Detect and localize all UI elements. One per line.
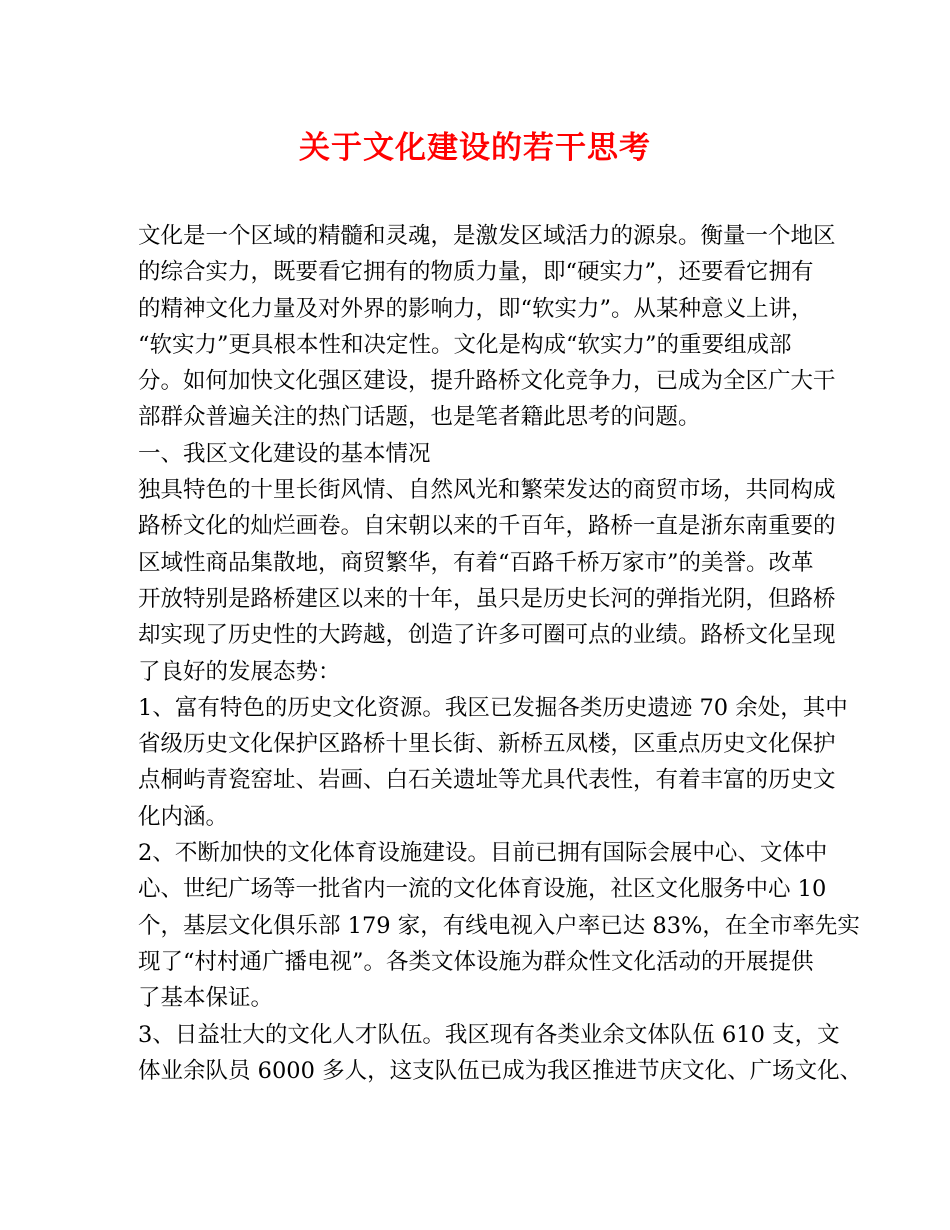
text-line: 2、不断加快的文化体育设施建设。目前已拥有国际会展中心、文体中 [138,840,828,867]
text-line: 化内涵。 [138,803,229,830]
text-line: 文化是一个区域的精髓和灵魂，是激发区域活力的源泉。衡量一个地区 [138,223,836,249]
text-line: 路桥文化的灿烂画卷。自宋朝以来的千百年，路桥一直是浙东南重要的 [138,513,836,540]
text-line: 独具特色的十里长街风情、自然风光和繁荣发达的商贸市场，共同构成 [138,477,836,504]
text-line: 个，基层文化俱乐部 179 家，有线电视入户率已达 83%，在全市率先实 [138,912,860,939]
text-line: 的精神文化力量及对外界的影响力，即“软实力”。从某种意义上讲， [138,295,814,322]
text-line: 省级历史文化保护区路桥十里长街、新桥五凤楼，区重点历史文化保护 [138,731,836,758]
text-line: 3、日益壮大的文化人才队伍。我区现有各类业余文体队伍 610 支，文 [138,1021,840,1048]
text-line: 开放特别是路桥建区以来的十年，虽只是历史长河的弹指光阴，但路桥 [138,585,836,612]
text-line: 却实现了历史性的大跨越，创造了许多可圈可点的业绩。路桥文化呈现 [138,622,836,649]
text-line: 现了“村村通广播电视”。各类文体设施为群众性文化活动的开展提供 [138,948,814,975]
document-title: 关于文化建设的若干思考 [299,130,651,166]
text-line: 区域性商品集散地，商贸繁华，有着“百路千桥万家市”的美誉。改革 [138,549,814,576]
text-line: 了基本保证。 [138,985,274,1012]
text-line: 分。如何加快文化强区建设，提升路桥文化竞争力，已成为全区广大干 [138,368,836,395]
text-line: 的综合实力，既要看它拥有的物质力量，即“硬实力”，还要看它拥有 [138,259,814,286]
text-line: 点桐屿青瓷窑址、岩画、白石关遗址等尤具代表性，有着丰富的历史文 [138,767,836,794]
text-line: 1、富有特色的历史文化资源。我区已发掘各类历史遗迹 70 余处，其中 [138,694,848,721]
text-line: “软实力”更具根本性和决定性。文化是构成“软实力”的重要组成部 [138,331,792,358]
document-body [138,218,863,1089]
text-line: 部群众普遍关注的热门话题，也是笔者籍此思考的问题。 [138,404,701,431]
text-line: 心、世纪广场等一批省内一流的文化体育设施，社区文化服务中心 10 [138,876,827,903]
text-line: 体业余队员 6000 多人，这支队伍已成为我区推进节庆文化、广场文化、 [138,1057,863,1084]
text-line: 了良好的发展态势： [138,658,341,685]
text-line: 一、我区文化建设的基本情况 [138,440,431,467]
